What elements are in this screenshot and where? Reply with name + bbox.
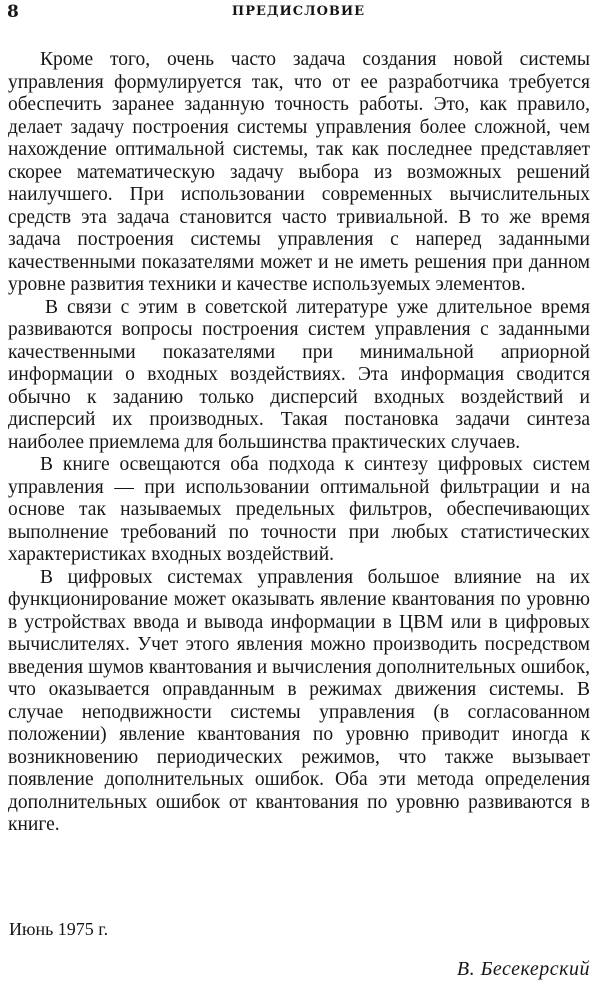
preface-body xyxy=(8,49,590,837)
paragraph-4: В цифровых системах управления большое влияние на их функционирование может оказывать явление квантования по уровню в устройствах ввода и вывода информации в ЦВМ или в цифровых вычислителях. Учет этого явления можно производить посредством введения шумов квантования и вычисления дополнительных ошибок, что оказывается оправданным в режимах движения системы. В случае неподвижности системы управления (в согласованном положении) явление квантования по уровню приводит иногда к возникновению периодических режимов, что также вызывает появление дополнительных ошибок. Оба эти метода определения дополнительных ошибок от квантования по уровню развиваются в книге. xyxy=(8,566,590,835)
running-head xyxy=(7,1,590,23)
paragraph-3: В книге освещаются оба подхода к синтезу цифровых систем управления — при использовании оптимальной фильтрации и на основе так называемых предельных фильтров, обеспечивающих выполнение требований по точности при любых статистических характеристиках входных воздействий. xyxy=(8,454,590,565)
running-head-title: ПРЕДИСЛОВИЕ xyxy=(231,4,366,19)
paragraph-2: В связи с этим в советской литературе уже длительное время развиваются вопросы построения систем управления с заданными качественными показателями при минимальной априорной информации о входных воздействиях. Эта информация сводится обычно к заданию только дисперсий входных воздействий и дисперсий их производных. Такая постановка задачи синтеза наиболее приемлема для большинства практических случаев. xyxy=(8,296,590,453)
author-signature: В. Бесекерский xyxy=(456,958,590,980)
page-number: 8 xyxy=(7,2,19,22)
date-line: Июнь 1975 г. xyxy=(9,919,109,939)
paragraph-1: Кроме того, очень часто задача создания новой системы управления формулируется так, что от ее разработчика требуется обеспечить заранее заданную точность работы. Это, как правило, делает задачу построения системы управления более сложной, чем нахождение оптимальной системы, так как последнее представляет скорее математическую задачу выбора из возможных решений наилучшего. При использовании современных вычислительных средств эта задача становится часто тривиальной. В то же время задача построения системы управления с наперед заданными качественными показателями может и не иметь решения при данном уровне развития техники и качестве используемых элементов. xyxy=(8,49,590,295)
